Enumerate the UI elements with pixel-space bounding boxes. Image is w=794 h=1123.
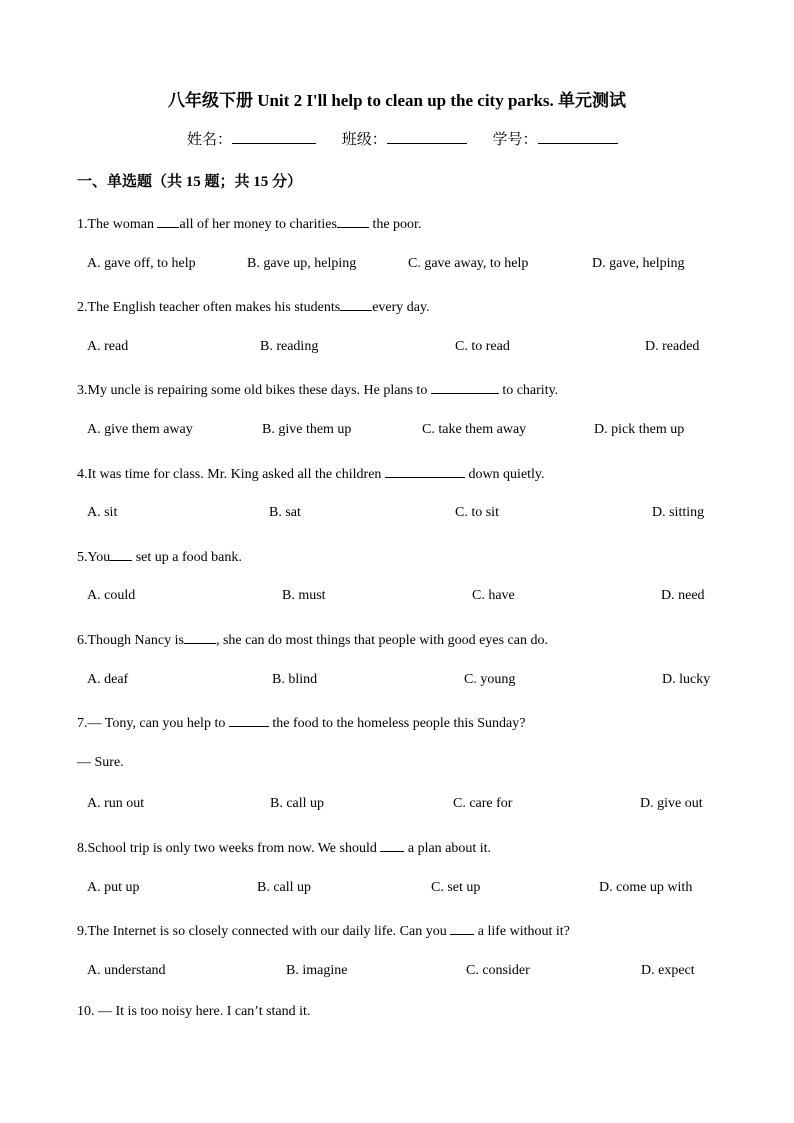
answer-blank: [450, 921, 474, 935]
question-3: [77, 380, 558, 399]
option-b[interactable]: B. blind: [272, 672, 318, 687]
question-text: 1.The woman: [77, 217, 158, 232]
question-text: 10. — It is too noisy here. I can’t stand it.: [77, 1004, 311, 1019]
option-c[interactable]: C. to read: [455, 339, 510, 354]
options-7: [0, 796, 794, 816]
answer-blank: [385, 464, 465, 478]
option-c[interactable]: C. consider: [466, 963, 530, 978]
option-a[interactable]: A. read: [87, 339, 129, 354]
question-text: , she can do most things that people with good eyes can do.: [215, 633, 548, 648]
question-1: [77, 214, 421, 233]
option-b[interactable]: B. call up: [257, 880, 312, 895]
name-blank[interactable]: [232, 129, 316, 144]
option-c[interactable]: C. take them away: [422, 422, 527, 437]
option-a[interactable]: A. give them away: [87, 422, 193, 437]
option-d[interactable]: D. need: [661, 588, 705, 603]
question-7-reply: — Sure.: [77, 755, 124, 770]
question-8: [77, 838, 491, 857]
question-text: the food to the homeless people this Sunday?: [268, 716, 526, 731]
question-text: 4.It was time for class. Mr. King asked all the children: [77, 467, 385, 482]
answer-blank: [380, 838, 404, 852]
question-text: 8.School trip is only two weeks from now. We should: [77, 841, 381, 856]
id-label: 学号：: [492, 132, 538, 148]
question-text: a plan about it.: [404, 841, 492, 856]
option-d[interactable]: D. readed: [645, 339, 700, 354]
question-text: set up a food bank.: [132, 550, 242, 565]
section-heading: 一、单选题（共 15 题；共 15 分）: [77, 174, 303, 190]
option-b[interactable]: B. gave up, helping: [247, 256, 357, 271]
option-b[interactable]: B. reading: [260, 339, 319, 354]
options-8: [0, 880, 794, 900]
option-b[interactable]: B. sat: [269, 505, 301, 520]
option-a[interactable]: A. sit: [87, 505, 118, 520]
option-b[interactable]: B. give them up: [262, 422, 352, 437]
answer-blank: [184, 630, 216, 644]
option-c[interactable]: C. care for: [453, 796, 513, 811]
question-text: every day.: [372, 300, 430, 315]
option-c[interactable]: C. set up: [431, 880, 481, 895]
question-text: down quietly.: [464, 467, 545, 482]
answer-blank: [229, 713, 269, 727]
option-b[interactable]: B. imagine: [286, 963, 348, 978]
answer-blank: [157, 214, 179, 228]
question-text: all of her money to charities: [179, 217, 337, 232]
question-text: 7.— Tony, can you help to: [77, 716, 229, 731]
id-blank[interactable]: [538, 129, 618, 144]
option-a[interactable]: A. put up: [87, 880, 140, 895]
question-text: the poor.: [368, 217, 422, 232]
question-text: a life without it?: [474, 924, 570, 939]
question-5: [77, 547, 242, 566]
option-a[interactable]: A. gave off, to help: [87, 256, 196, 271]
option-c[interactable]: C. gave away, to help: [408, 256, 529, 271]
option-d[interactable]: D. expect: [641, 963, 695, 978]
name-field[interactable]: [187, 128, 316, 149]
option-b[interactable]: B. must: [282, 588, 326, 603]
answer-blank: [110, 547, 132, 561]
options-4: [0, 505, 794, 525]
question-4: [77, 464, 545, 483]
question-2: [77, 297, 430, 316]
class-blank[interactable]: [387, 129, 467, 144]
option-a[interactable]: A. run out: [87, 796, 145, 811]
option-a[interactable]: A. understand: [87, 963, 166, 978]
answer-blank: [340, 297, 372, 311]
question-text: 6.Though Nancy is: [77, 633, 184, 648]
option-d[interactable]: D. pick them up: [594, 422, 685, 437]
option-d[interactable]: D. come up with: [599, 880, 693, 895]
options-3: [0, 422, 794, 442]
question-9: [77, 921, 570, 940]
option-c[interactable]: C. have: [472, 588, 515, 603]
option-a[interactable]: A. deaf: [87, 672, 129, 687]
options-6: [0, 672, 794, 692]
page-title: 八年级下册 Unit 2 I'll help to clean up the city parks. 单元测试: [167, 91, 627, 110]
options-1: [0, 256, 794, 276]
options-2: [0, 339, 794, 359]
question-text: 5.You: [77, 550, 111, 565]
answer-blank: [337, 214, 369, 228]
option-d[interactable]: D. gave, helping: [592, 256, 685, 271]
option-a[interactable]: A. could: [87, 588, 136, 603]
answer-blank: [431, 380, 499, 394]
id-field[interactable]: [493, 128, 618, 149]
question-text: to charity.: [498, 383, 559, 398]
question-10: [77, 1004, 310, 1020]
options-5: [0, 588, 794, 608]
question-text: 9.The Internet is so closely connected with our daily life. Can you: [77, 924, 451, 939]
question-7: [77, 713, 525, 732]
name-label: 姓名：: [187, 132, 233, 148]
option-d[interactable]: D. give out: [640, 796, 703, 811]
option-d[interactable]: D. lucky: [662, 672, 711, 687]
question-text: 3.My uncle is repairing some old bikes these days. He plans to: [77, 383, 431, 398]
question-text: 2.The English teacher often makes his students: [77, 300, 341, 315]
option-c[interactable]: C. to sit: [455, 505, 499, 520]
question-6: [77, 630, 548, 649]
class-label: 班级：: [341, 132, 387, 148]
student-info-row: [187, 128, 640, 149]
option-b[interactable]: B. call up: [270, 796, 325, 811]
options-9: [0, 963, 794, 983]
class-field[interactable]: [342, 128, 467, 149]
option-c[interactable]: C. young: [464, 672, 516, 687]
option-d[interactable]: D. sitting: [652, 505, 705, 520]
